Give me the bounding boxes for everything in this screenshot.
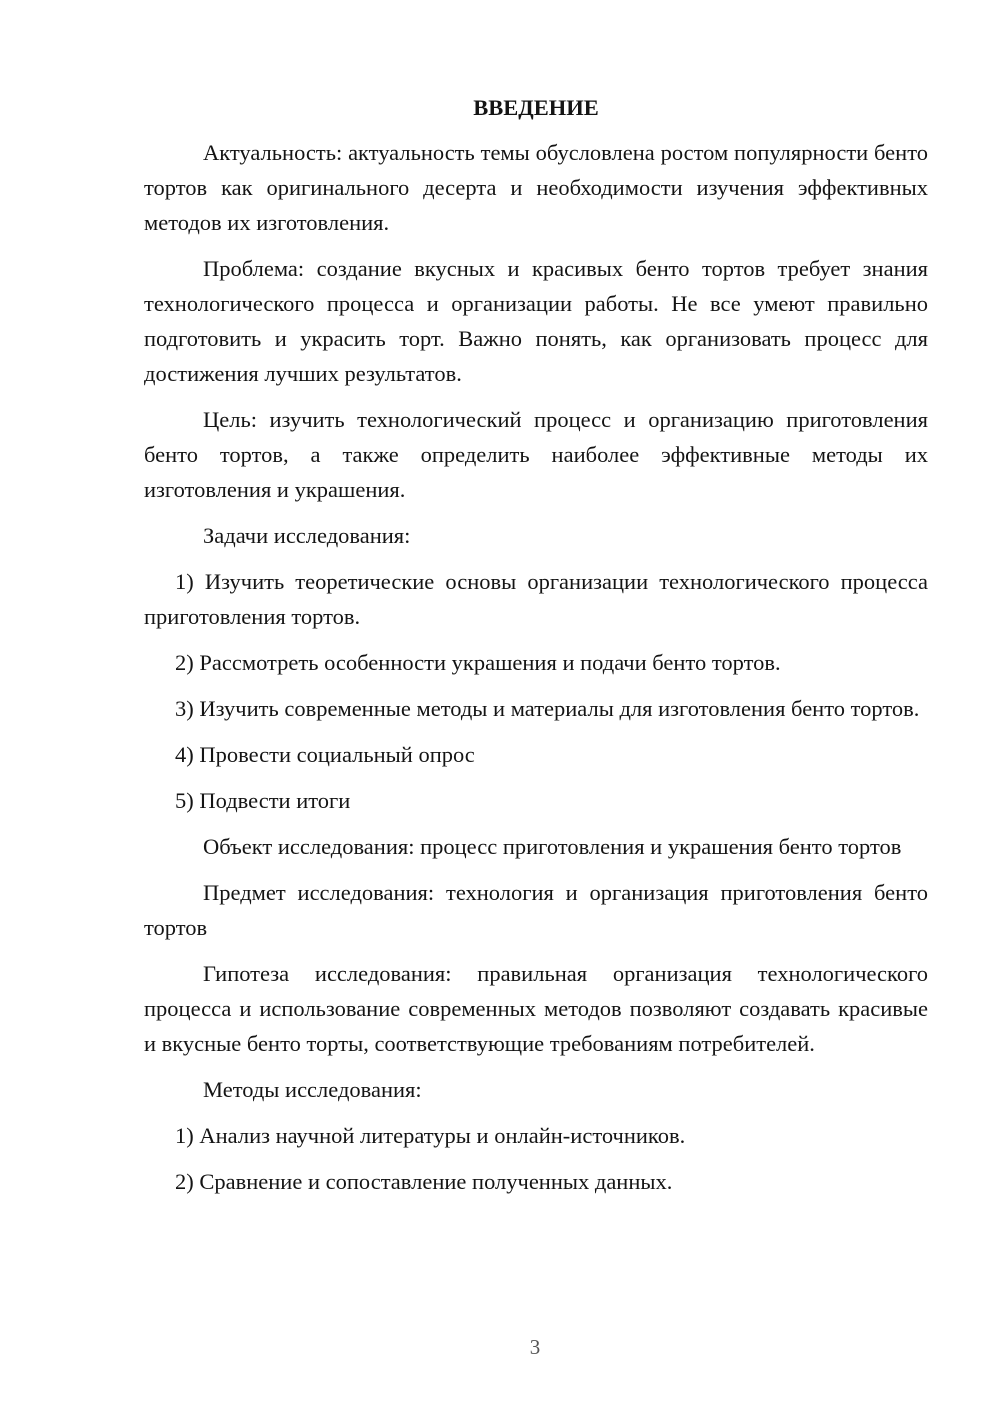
goal-paragraph: Цель: изучить технологический процесс и организацию приготовления бенто тортов, а также определить наиболее эффективные методы их изготовления и украшения. — [144, 407, 928, 502]
document-page — [144, 90, 928, 1210]
method-item: 1) Анализ научной литературы и онлайн-источников. — [175, 1123, 686, 1148]
method-item: 2) Сравнение и сопоставление полученных данных. — [175, 1169, 673, 1194]
task-item: 2) Рассмотреть особенности украшения и подачи бенто тортов. — [175, 650, 781, 675]
hypothesis-paragraph: Гипотеза исследования: правильная организация технологического процесса и использование современных методов позволяют создавать красивые и вкусные бенто торты, соответствующие требованиям потребителей. — [144, 961, 928, 1056]
page-number: 3 — [529, 1335, 541, 1359]
task-item: 1) Изучить теоретические основы организации технологического процесса приготовления тортов. — [144, 569, 928, 629]
object-paragraph: Объект исследования: процесс приготовления и украшения бенто тортов — [203, 834, 902, 859]
subject-paragraph: Предмет исследования: технология и организация приготовления бенто тортов — [144, 880, 928, 940]
task-item: 3) Изучить современные методы и материалы для изготовления бенто тортов. — [175, 696, 920, 721]
methods-heading: Методы исследования: — [203, 1077, 422, 1102]
problem-paragraph: Проблема: создание вкусных и красивых бенто тортов требует знания технологического процесса и организации работы. Не все умеют правильно подготовить и украсить торт. Важно понять, как организовать процесс для достижения лучших результатов. — [144, 256, 928, 386]
relevance-paragraph: Актуальность: актуальность темы обусловлена ростом популярности бенто тортов как оригинального десерта и необходимости изучения эффективных методов их изготовления. — [144, 140, 928, 235]
task-item: 5) Подвести итоги — [175, 788, 351, 813]
tasks-heading: Задачи исследования: — [203, 523, 411, 548]
document-title: ВВЕДЕНИЕ — [473, 95, 599, 120]
task-item: 4) Провести социальный опрос — [175, 742, 475, 767]
